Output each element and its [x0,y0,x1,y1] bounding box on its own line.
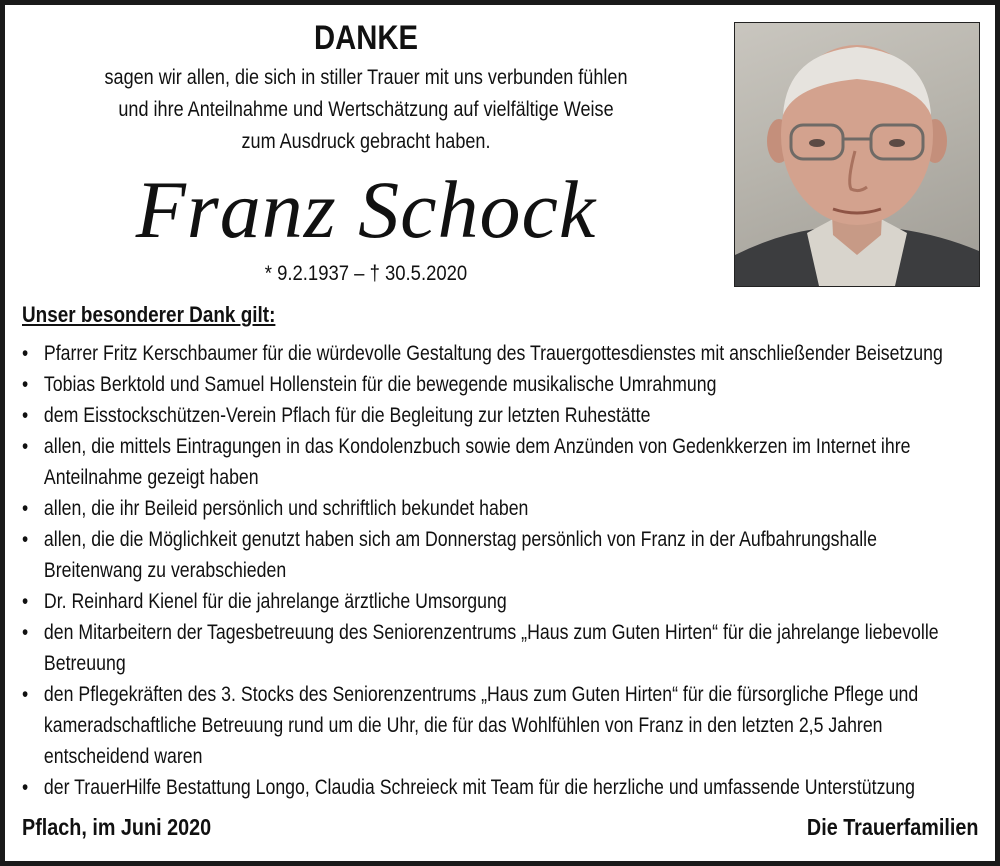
bullet-icon: • [22,435,29,458]
intro-line: zum Ausdruck gebracht haben. [241,130,491,153]
place-date: Pflach, im Juni 2020 [22,814,212,840]
signature: Die Trauerfamilien [806,814,978,840]
list-item [22,431,950,493]
list-item-text: den Mitarbeitern der Tagesbetreuung des Seniorenzentrums „Haus zum Guten Hirten“ für die jahrelange liebevolle Betreuung [43,621,939,675]
list-item [22,524,950,586]
bullet-icon: • [22,373,29,396]
list-item-text: der TrauerHilfe Bestattung Longo, Claudia Schreieck mit Team für die herzliche und umfassende Unterstützung [43,776,915,799]
list-item [22,493,950,524]
list-item-text: allen, die mittels Eintragungen in das Kondolenzbuch sowie dem Anzünden von Gedenkkerzen im Internet ihre Anteilnahme gezeigt haben [43,435,911,489]
portrait-photo [734,22,980,287]
list-item [22,679,950,772]
list-item-text: allen, die ihr Beileid persönlich und schriftlich bekundet haben [43,497,529,520]
bullet-icon: • [22,776,29,799]
intro-line: und ihre Anteilnahme und Wertschätzung auf vielfältige Weise [118,98,614,121]
list-item [22,617,950,679]
list-item [22,586,950,617]
list-item [22,338,950,369]
list-item-text: Tobias Berktold und Samuel Hollenstein für die bewegende musikalische Umrahmung [43,373,717,396]
thanks-list [22,338,950,803]
deceased-name: Franz Schock [135,164,597,255]
bullet-icon: • [22,404,29,427]
bullet-icon: • [22,528,29,551]
portrait-photo-drawing [735,23,979,286]
life-dates: * 9.2.1937 – † 30.5.2020 [264,262,468,285]
list-item-text: den Pflegekräften des 3. Stocks des Seniorenzentrums „Haus zum Guten Hirten“ für die fürsorgliche Pflege und kameradschaftliche Betreuung rund um die Uhr, die für das Wohlfühlen von Franz in den letzten 2,5 Jahren entscheidend waren [43,683,919,768]
intro-text [60,62,672,158]
list-item [22,369,950,400]
thanks-heading: Unser besonderer Dank gilt: [22,302,276,327]
list-item-text: allen, die die Möglichkeit genutzt haben sich am Donnerstag persönlich von Franz in der Aufbahrungshalle Breitenwang zu verabschieden [43,528,877,582]
notice-heading: DANKE [314,19,418,57]
bullet-icon: • [22,621,29,644]
list-item-text: Pfarrer Fritz Kerschbaumer für die würdevolle Gestaltung des Trauergottesdienstes mit anschließender Beisetzung [43,342,943,365]
bullet-icon: • [22,683,29,706]
intro-line: sagen wir allen, die sich in stiller Trauer mit uns verbunden fühlen [104,66,628,89]
list-item [22,400,950,431]
list-item-text: dem Eisstockschützen-Verein Pflach für die Begleitung zur letzten Ruhestätte [43,404,651,427]
list-item-text: Dr. Reinhard Kienel für die jahrelange ärztliche Umsorgung [43,590,507,613]
bullet-icon: • [22,590,29,613]
list-item [22,772,950,803]
notice-header [10,16,722,288]
bullet-icon: • [22,342,29,365]
bullet-icon: • [22,497,29,520]
